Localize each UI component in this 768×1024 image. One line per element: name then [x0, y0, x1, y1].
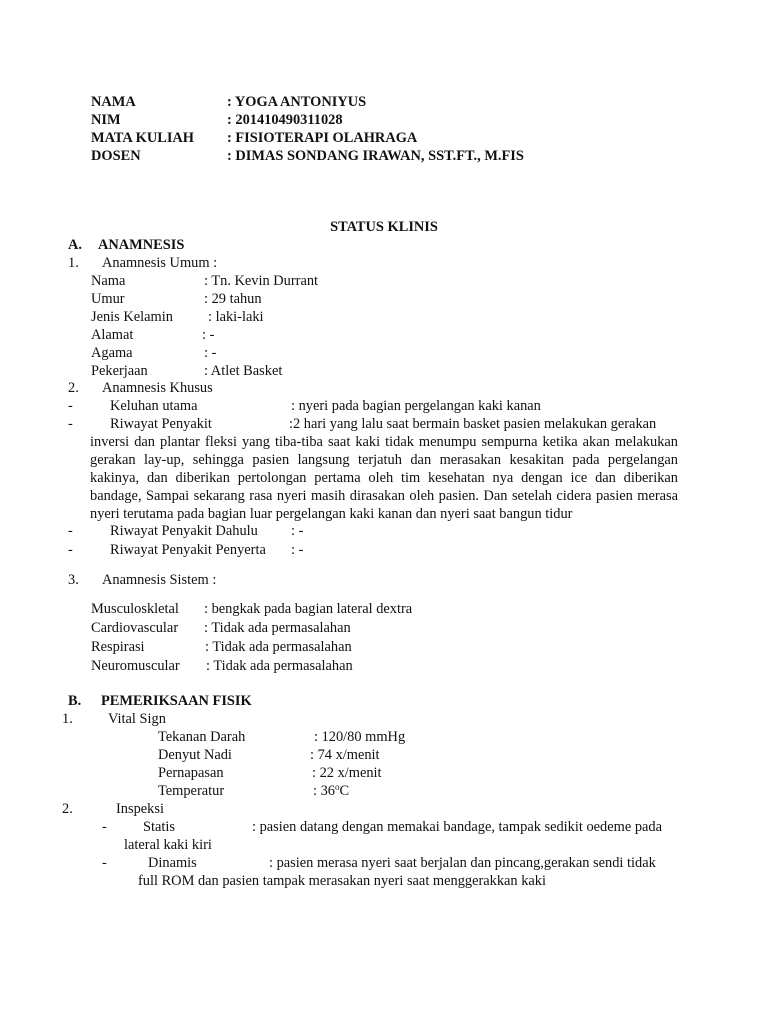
- vital-value-temperatur: [313, 782, 349, 800]
- degree-sign: o: [335, 782, 340, 792]
- header-value-nim: : 201410490311028: [227, 112, 343, 128]
- vital-label-denyut-nadi: Denyut Nadi: [158, 747, 232, 763]
- riwayat-label: Riwayat Penyakit: [110, 416, 212, 432]
- section-a-heading: ANAMNESIS: [98, 237, 185, 253]
- sistem-label-musculoskletal: Musculoskletal: [91, 601, 179, 617]
- statis-first-line: : pasien datang dengan memakai bandage, tampak sedikit oedeme pada: [252, 819, 662, 835]
- inspeksi-marker: 2.: [62, 801, 73, 817]
- sistem-value-neuromuscular: : Tidak ada permasalahan: [206, 658, 353, 674]
- header-label-dosen: DOSEN: [91, 148, 141, 164]
- riwayat-bullet: -: [68, 416, 73, 432]
- temperatur-unit: C: [339, 783, 350, 799]
- sistem-value-respirasi: : Tidak ada permasalahan: [205, 639, 352, 655]
- umum-label-umur: Umur: [91, 291, 125, 307]
- header-label-mata-kuliah: MATA KULIAH: [91, 130, 195, 146]
- umum-value-agama: : -: [204, 345, 217, 361]
- header-value-nama: : YOGA ANTONIYUS: [227, 94, 367, 110]
- penyerta-label: Riwayat Penyakit Penyerta: [110, 542, 266, 558]
- header-label-nama: NAMA: [91, 94, 136, 110]
- vital-label-tekanan-darah: Tekanan Darah: [158, 729, 246, 745]
- vital-value-denyut-nadi: : 74 x/menit: [310, 747, 380, 763]
- anamnesis-umum-marker: 1.: [68, 255, 79, 271]
- umum-label-alamat: Alamat: [91, 327, 134, 343]
- vital-sign-heading: Vital Sign: [108, 711, 166, 727]
- dinamis-label: Dinamis: [148, 855, 197, 871]
- dinamis-second-line: full ROM dan pasien tampak merasakan nyeri saat menggerakkan kaki: [138, 873, 546, 889]
- page-title: STATUS KLINIS: [330, 219, 438, 235]
- vital-sign-marker: 1.: [62, 711, 73, 727]
- anamnesis-sistem-heading: Anamnesis Sistem :: [102, 572, 217, 588]
- dahulu-bullet: -: [68, 523, 73, 539]
- section-b-marker: B.: [68, 693, 82, 709]
- dahulu-value: : -: [291, 523, 304, 539]
- anamnesis-khusus-marker: 2.: [68, 380, 79, 396]
- header-value-dosen: : DIMAS SONDANG IRAWAN, SST.FT., M.FIS: [227, 148, 524, 164]
- umum-value-nama: : Tn. Kevin Durrant: [204, 273, 319, 289]
- statis-bullet: -: [102, 819, 107, 835]
- anamnesis-khusus-heading: Anamnesis Khusus: [102, 380, 213, 396]
- riwayat-paragraph: inversi dan plantar fleksi yang tiba-tiba saat kaki tidak menumpu sempurna ketika akan melakukan gerakan lay-up, sehingga pasien langsung terjatuh dan merasakan kesakitan pada pergelangan kakinya, dan diberikan pertolongan pertama oleh tim kesehatan nya dengan ice dan diberikan bandage, Sampai sekarang rasa nyeri masih dirasakan oleh pasien. Dan setelah cidera pasien merasa nyeri terutama pada bagian luar pergelangan kaki kanan dan nyeri saat bangun tidur: [90, 434, 678, 522]
- keluhan-label: Keluhan utama: [110, 398, 198, 414]
- sistem-label-cardiovascular: Cardiovascular: [91, 620, 179, 636]
- penyerta-value: : -: [291, 542, 304, 558]
- sistem-value-cardiovascular: : Tidak ada permasalahan: [204, 620, 351, 636]
- dinamis-first-line: : pasien merasa nyeri saat berjalan dan pincang,gerakan sendi tidak: [269, 855, 656, 871]
- sistem-label-neuromuscular: Neuromuscular: [91, 658, 180, 674]
- header-value-mata-kuliah: : FISIOTERAPI OLAHRAGA: [227, 130, 418, 146]
- anamnesis-sistem-marker: 3.: [68, 572, 79, 588]
- umum-value-umur: : 29 tahun: [204, 291, 262, 307]
- umum-label-pekerjaan: Pekerjaan: [91, 363, 148, 379]
- sistem-label-respirasi: Respirasi: [91, 639, 145, 655]
- penyerta-bullet: -: [68, 542, 73, 558]
- umum-label-nama: Nama: [91, 273, 126, 289]
- statis-second-line: lateral kaki kiri: [124, 837, 212, 853]
- vital-label-pernapasan: Pernapasan: [158, 765, 224, 781]
- dinamis-bullet: -: [102, 855, 107, 871]
- section-b-heading: PEMERIKSAAN FISIK: [101, 693, 252, 709]
- umum-value-pekerjaan: : Atlet Basket: [204, 363, 283, 379]
- header-label-nim: NIM: [91, 112, 121, 128]
- umum-label-agama: Agama: [91, 345, 133, 361]
- anamnesis-umum-heading: Anamnesis Umum :: [102, 255, 218, 271]
- statis-label: Statis: [143, 819, 175, 835]
- vital-value-tekanan-darah: : 120/80 mmHg: [314, 729, 406, 745]
- vital-label-temperatur: Temperatur: [158, 783, 225, 799]
- riwayat-first-line: :2 hari yang lalu saat bermain basket pasien melakukan gerakan: [289, 416, 657, 432]
- vital-value-pernapasan: : 22 x/menit: [312, 765, 382, 781]
- umum-value-alamat: : -: [202, 327, 215, 343]
- inspeksi-heading: Inspeksi: [116, 801, 164, 817]
- umum-label-jenis-kelamin: Jenis Kelamin: [91, 309, 173, 325]
- section-a-marker: A.: [68, 237, 82, 253]
- temperatur-number: : 36: [313, 783, 335, 799]
- umum-value-jenis-kelamin: : laki-laki: [208, 309, 264, 325]
- dahulu-label: Riwayat Penyakit Dahulu: [110, 523, 258, 539]
- keluhan-bullet: -: [68, 398, 73, 414]
- keluhan-value: : nyeri pada bagian pergelangan kaki kanan: [291, 398, 541, 414]
- sistem-value-musculoskletal: : bengkak pada bagian lateral dextra: [204, 601, 413, 617]
